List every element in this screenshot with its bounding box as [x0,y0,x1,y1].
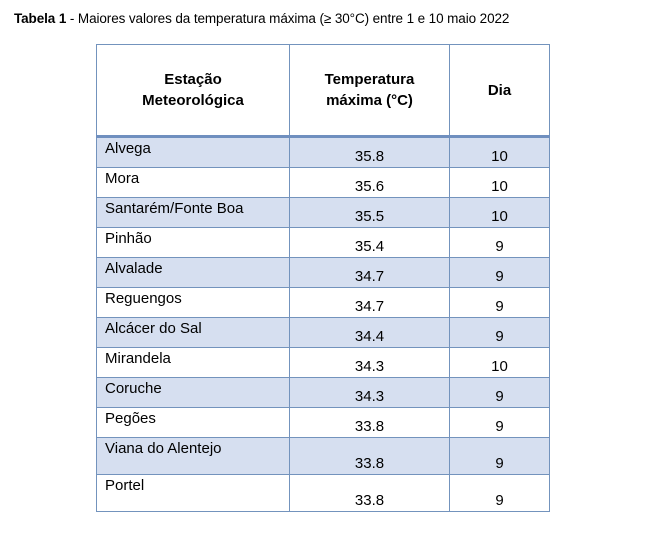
temperature-cell: 35.8 [290,137,450,168]
temperature-cell: 34.7 [290,288,450,318]
caption-text: - Maiores valores da temperatura máxima (≥ 30°C) entre 1 e 10 maio 2022 [66,11,510,26]
day-cell: 9 [450,408,550,438]
temperature-cell: 33.8 [290,438,450,475]
temperature-table [96,44,550,512]
header-temp-line2: máxima (°C) [326,92,413,109]
temperature-cell: 35.6 [290,168,450,198]
day-cell: 10 [450,198,550,228]
station-cell: Pinhão [97,228,290,258]
table-row [97,168,550,198]
table-row [97,198,550,228]
table-row [97,438,550,475]
table-row [97,408,550,438]
temperature-cell: 34.3 [290,378,450,408]
temperature-cell: 33.8 [290,475,450,512]
temperature-cell: 33.8 [290,408,450,438]
station-cell: Alvalade [97,258,290,288]
table-row [97,348,550,378]
table-row [97,258,550,288]
station-cell: Alcácer do Sal [97,318,290,348]
header-day-label: Dia [487,81,512,99]
station-cell: Coruche [97,378,290,408]
station-cell: Portel [97,475,290,512]
table-row [97,288,550,318]
day-cell: 9 [450,318,550,348]
header-station-line1: Estação [164,71,222,88]
header-station-line2: Meteorológica [142,92,244,109]
day-cell: 9 [450,228,550,258]
day-cell: 9 [450,288,550,318]
temperature-cell: 35.5 [290,198,450,228]
station-cell: Alvega [97,137,290,168]
header-temp-line1: Temperatura [324,71,415,88]
header-station [97,45,290,137]
table-row [97,228,550,258]
station-cell: Mirandela [97,348,290,378]
station-cell: Pegões [97,408,290,438]
station-cell: Santarém/Fonte Boa [97,198,290,228]
table-row [97,475,550,512]
temperature-cell: 34.3 [290,348,450,378]
header-day [450,45,550,137]
header-temperature [290,45,450,137]
temperature-cell: 35.4 [290,228,450,258]
station-cell: Mora [97,168,290,198]
table-row [97,318,550,348]
caption-label: Tabela 1 [14,11,67,26]
station-cell: Reguengos [97,288,290,318]
day-cell: 9 [450,378,550,408]
table-row [97,378,550,408]
day-cell: 9 [450,258,550,288]
day-cell: 10 [450,137,550,168]
table-caption [14,11,654,26]
day-cell: 9 [450,475,550,512]
table-row [97,137,550,168]
station-cell: Viana do Alentejo [97,438,290,475]
day-cell: 10 [450,348,550,378]
temperature-cell: 34.4 [290,318,450,348]
table-header-row [97,45,550,137]
temperature-cell: 34.7 [290,258,450,288]
day-cell: 10 [450,168,550,198]
day-cell: 9 [450,438,550,475]
